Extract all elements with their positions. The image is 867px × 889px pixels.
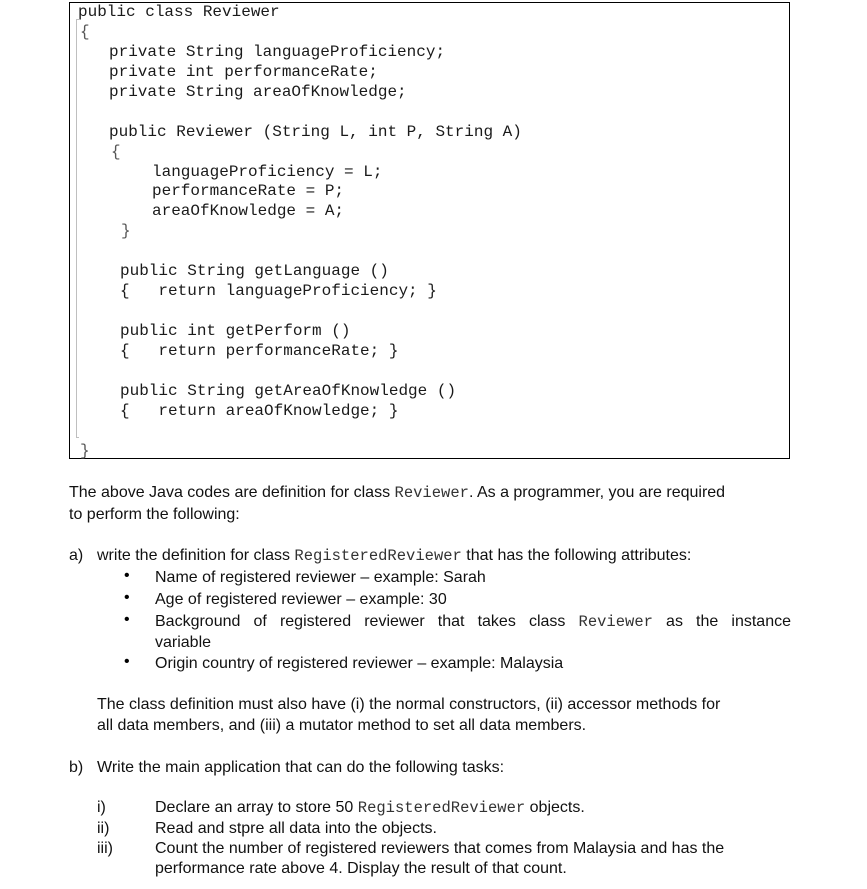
class-name-registered-reviewer: RegisteredReviewer [357, 799, 526, 817]
bullet-icon: • [124, 653, 130, 670]
task-declare-array: Declare an array to store 50 RegisteredReviewer objects. [155, 799, 585, 817]
bullet-icon: • [124, 589, 130, 606]
attribute-name: Name of registered reviewer – example: Sarah [155, 569, 486, 586]
task-label: iii) [97, 840, 113, 857]
question-a-label: a) [69, 547, 84, 564]
bullet-icon: • [124, 567, 130, 584]
question-b-text: Write the main application that can do the following tasks: [97, 759, 505, 776]
attribute-background: Background of registered reviewer that takes class Reviewer as the instance [155, 613, 792, 631]
task-read-store: Read and stpre all data into the objects. [155, 820, 437, 837]
code-field-area: private String areaOfKnowledge; [109, 83, 407, 101]
code-field-language: private String languageProficiency; [109, 43, 446, 61]
code-method-body: { return performanceRate; } [120, 342, 399, 360]
intro-line-1: The above Java codes are definition for class Reviewer. As a programmer, you are required [69, 484, 726, 502]
code-field-performance: private int performanceRate; [109, 63, 378, 81]
code-method-get-area: public String getAreaOfKnowledge () [120, 382, 457, 400]
intro-line-2: to perform the following: [69, 506, 240, 523]
code-method-body: { return areaOfKnowledge; } [120, 402, 399, 420]
task-label: i) [97, 799, 106, 816]
task-count-line-2: performance rate above 4. Display the result of that count. [155, 860, 567, 877]
question-a-text: write the definition for class RegisteredReviewer that has the following attributes: [97, 547, 692, 565]
bullet-icon: • [124, 611, 130, 628]
task-label: ii) [97, 820, 110, 837]
code-class-declaration: public class Reviewer [78, 3, 280, 21]
code-constructor-signature: public Reviewer (String L, int P, String A) [109, 123, 522, 141]
attribute-age: Age of registered reviewer – example: 30 [155, 591, 447, 608]
code-constructor-line: performanceRate = P; [152, 182, 345, 200]
class-body-bracket [76, 19, 79, 438]
code-open-brace: { [80, 23, 90, 41]
requirements-line-2: all data members, and (iii) a mutator method to set all data members. [97, 717, 587, 734]
code-close-brace: } [80, 442, 90, 460]
task-count-line-1: Count the number of registered reviewers that comes from Malaysia and has the [155, 840, 725, 857]
attribute-background-cont: variable [155, 634, 212, 651]
code-constructor-open: { [111, 143, 121, 161]
attribute-origin-country: Origin country of registered reviewer – example: Malaysia [155, 655, 564, 672]
requirements-line-1: The class definition must also have (i) the normal constructors, (ii) accessor methods for [97, 696, 721, 713]
code-method-body: { return languageProficiency; } [120, 282, 437, 300]
code-constructor-line: languageProficiency = L; [152, 163, 383, 181]
class-name-registered-reviewer: RegisteredReviewer [294, 547, 462, 565]
question-b-label: b) [69, 759, 84, 776]
class-name-reviewer: Reviewer [578, 613, 653, 631]
code-constructor-close: } [121, 222, 131, 240]
code-constructor-line: areaOfKnowledge = A; [152, 202, 345, 220]
code-method-get-language: public String getLanguage () [120, 262, 389, 280]
class-name-reviewer: Reviewer [394, 484, 469, 502]
code-method-get-perform: public int getPerform () [120, 322, 351, 340]
